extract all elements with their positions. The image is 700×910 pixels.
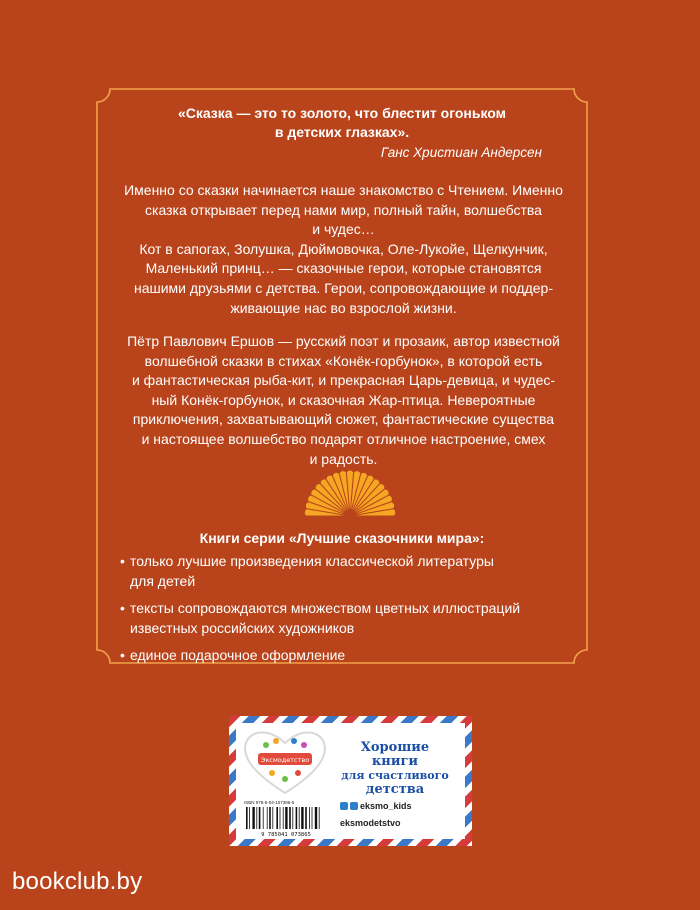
barcode-bar	[315, 807, 317, 829]
barcode-bar	[296, 807, 298, 829]
barcode-bar	[283, 807, 284, 829]
bullet-line: • тексты сопровождаются множеством цветных иллюстраций	[130, 600, 521, 616]
heart-label: Эксмодетство	[260, 756, 310, 764]
barcode-bar	[276, 807, 278, 829]
text-line: и настоящее волшебство подарят отличное настроение, смех	[141, 430, 546, 447]
barcode-bar	[299, 807, 300, 829]
barcode-digits: 9 785041 073865	[261, 832, 311, 837]
social-instagram	[340, 801, 450, 811]
barcode-bar	[272, 807, 273, 829]
text-line: нашими друзьями с детства. Герои, сопровождающие и поддер-	[133, 279, 553, 296]
barcode-bar	[319, 807, 320, 829]
barcode-bar	[249, 807, 250, 829]
bullet-item	[120, 646, 570, 666]
barcode-bar	[280, 807, 281, 829]
isbn-label: ISBN 978-5-04-107386-5	[244, 800, 295, 805]
watermark: bookclub.by	[12, 868, 143, 895]
barcode-bar	[305, 807, 307, 829]
social-handle: eksmo_kids	[360, 801, 412, 811]
barcode-bar	[259, 807, 261, 829]
instagram-icon	[340, 802, 348, 810]
slogan-line: книги	[371, 754, 419, 769]
vk-icon	[350, 802, 358, 810]
barcode-bar	[256, 807, 257, 829]
text-line: ный Конёк-горбунок, и сказочная Жар-птица. Невероятные	[151, 391, 536, 408]
barcode-bar	[309, 807, 310, 829]
text-line: приключения, захватывающий сюжет, фантастические существа	[132, 411, 555, 428]
barcode-bar	[285, 807, 287, 829]
quote-author: Ганс Христиан Андерсен	[380, 145, 542, 160]
bullet-line: для детей	[130, 572, 196, 589]
barcode-bar	[269, 807, 271, 829]
bullet-line: известных российских художников	[130, 619, 355, 636]
barcode-bar	[312, 807, 313, 829]
slogan-line: детства	[365, 782, 425, 797]
heart-logo-icon	[240, 727, 330, 797]
text-line: Маленький принц… — сказочные герои, которые становятся	[145, 260, 542, 277]
author-paragraph	[121, 332, 566, 469]
bullet-line: • только лучшие произведения классической литературы	[130, 553, 494, 569]
series-bullet-list	[120, 552, 570, 674]
barcode-bar	[246, 807, 248, 829]
barcode-bar	[267, 807, 268, 829]
bullet-item	[120, 552, 570, 591]
text-line: живающие нас во взрослой жизни.	[230, 299, 457, 316]
slogan-line: Хорошие	[360, 740, 430, 755]
text-line: волшебной сказки в стихах «Конёк-горбунок», в которой есть	[144, 352, 543, 369]
quote-line: «Сказка — это то золото, что блестит огоньком	[177, 105, 507, 121]
barcode-bar	[301, 807, 303, 829]
intro-paragraph	[121, 181, 566, 318]
series-title: Книги серии «Лучшие сказочники мира»:	[199, 530, 485, 546]
barcode-bar	[292, 807, 293, 829]
barcode-icon	[244, 807, 328, 837]
epigraph-quote	[96, 104, 588, 142]
slogan-line: для счастливого	[341, 769, 449, 782]
text-line: Кот в сапогах, Золушка, Дюймовочка, Оле-Лукойе, Щелкунчик,	[139, 240, 548, 257]
text-line: и фантастическая рыба-кит, и прекрасная Царь-девица, и чудес-	[131, 372, 556, 389]
text-line: Именно со сказки начинается наше знакомство с Чтением. Именно	[124, 182, 563, 198]
bullet-item	[120, 599, 570, 638]
sticker-slogan	[334, 741, 456, 797]
barcode-bar	[263, 807, 264, 829]
quote-line: в детских глазках».	[274, 124, 410, 140]
social-handle: eksmodetstvo	[340, 818, 401, 828]
barcode-bar	[289, 807, 291, 829]
barcode-bar	[252, 807, 254, 829]
text-line: сказка открывает перед нами мир, полный тайн, волшебства	[145, 201, 542, 218]
text-line: Пётр Павлович Ершов — русский поэт и прозаик, автор известной	[127, 333, 560, 349]
text-line: и радость.	[309, 450, 378, 467]
text-line: и чудес…	[312, 221, 375, 238]
publisher-sticker	[229, 716, 472, 846]
bullet-line: • единое подарочное оформление	[130, 647, 346, 663]
social-site	[340, 818, 450, 828]
sun-ornament-icon	[286, 468, 414, 518]
